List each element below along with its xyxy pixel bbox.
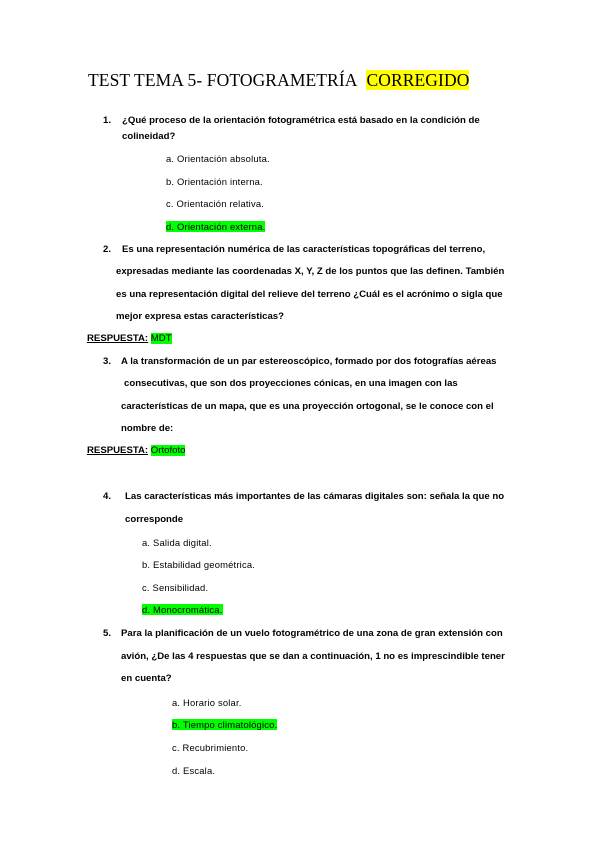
question-text-line: nombre de: [121, 423, 174, 434]
response-label: RESPUESTA: [87, 333, 149, 344]
question-text-line: es una representación digital del relieve del terreno ¿Cuál es el acrónimo o sigla que [116, 289, 503, 300]
question-text-line: colineidad? [122, 131, 176, 142]
response-value: MDT [150, 333, 172, 344]
option-c: c. Recubrimiento. [172, 742, 249, 753]
question-text-line: expresadas mediante las coordenadas X, Y, Z de los puntos que las definen. También [116, 266, 505, 277]
question-text-line: corresponde [125, 514, 184, 525]
option-a: a. Orientación absoluta. [166, 153, 270, 164]
question-text-line: Para la planificación de un vuelo fotogramétrico de una zona de gran extensión con [121, 628, 503, 639]
option-d-correct: d. Monocromática. [142, 604, 223, 615]
option-d: d. Escala. [172, 765, 216, 776]
option-d-correct: d. Orientación externa. [166, 221, 266, 232]
question-text-line: en cuenta? [121, 673, 172, 684]
question-text-line: avión, ¿De las 4 respuestas que se dan a continuación, 1 no es imprescindible tener [121, 651, 505, 662]
question-number: 4. [103, 491, 112, 502]
question-number: 2. [103, 244, 112, 255]
question-number: 1. [103, 115, 112, 126]
option-c: c. Orientación relativa. [166, 198, 265, 209]
question-text-line: Las características más importantes de las cámaras digitales son: señala la que no [125, 491, 505, 502]
response-line [87, 333, 172, 344]
question-text-line: características de un mapa, que es una proyección ortogonal, se le conoce con el [121, 401, 494, 412]
page-title [88, 70, 469, 91]
question-text-line: mejor expresa estas características? [116, 311, 284, 322]
title-text: TEST TEMA 5- FOTOGRAMETRÍA [88, 70, 358, 90]
response-label: RESPUESTA: [87, 445, 149, 456]
question-text-line: Es una representación numérica de las características topográficas del terreno, [122, 244, 486, 255]
question-text-line: A la transformación de un par estereoscópico, formado por dos fotografías aéreas [121, 356, 497, 367]
question-number: 3. [103, 356, 112, 367]
question-text-line: ¿Qué proceso de la orientación fotogramétrica está basado en la condición de [122, 115, 480, 126]
option-b: b. Orientación interna. [166, 176, 263, 187]
option-a: a. Horario solar. [172, 697, 242, 708]
option-c: c. Sensibilidad. [142, 582, 209, 593]
question-text-line: consecutivas, que son dos proyecciones cónicas, en una imagen con las [124, 378, 458, 389]
option-b: b. Estabilidad geométrica. [142, 559, 256, 570]
question-number: 5. [103, 628, 112, 639]
option-a: a. Salida digital. [142, 537, 212, 548]
option-b-correct: b. Tiempo climatológico. [172, 719, 278, 730]
response-value: Ortofoto [150, 445, 186, 456]
response-line [87, 445, 185, 456]
corrected-badge: CORREGIDO [366, 70, 470, 90]
